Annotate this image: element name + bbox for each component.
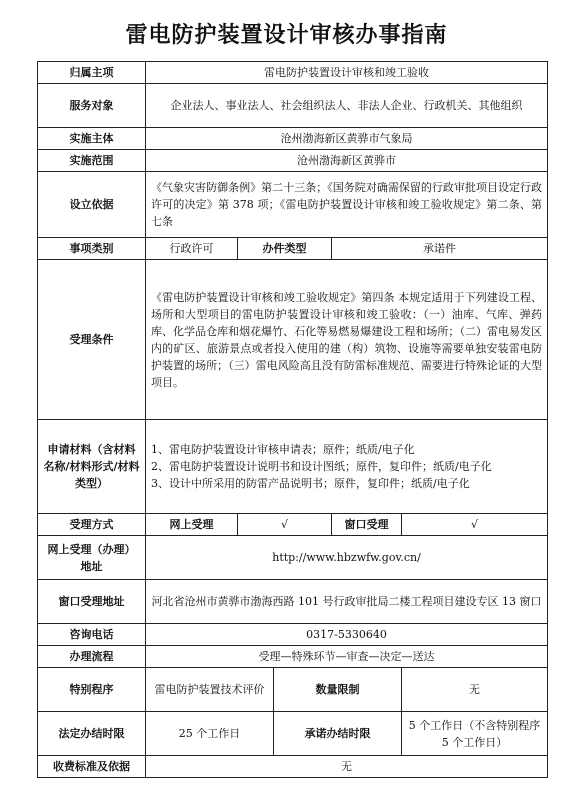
online-address-link[interactable]: http://www.hbzwfw.gov.cn/ <box>146 536 548 580</box>
window-accept-label: 窗口受理 <box>332 514 402 536</box>
promised-time-value: 5 个工作日（不含特别程序 5 个工作日） <box>402 712 548 756</box>
quantity-limit-value: 无 <box>402 668 548 712</box>
window-address-label: 窗口受理地址 <box>38 580 146 624</box>
row-item-type <box>38 238 548 260</box>
row-fee <box>38 756 548 778</box>
row-accept-method <box>38 514 548 536</box>
row-process <box>38 646 548 668</box>
row-special <box>38 668 548 712</box>
process-label: 办理流程 <box>38 646 146 668</box>
case-type-label: 办件类型 <box>238 238 332 260</box>
materials-list <box>146 420 548 514</box>
category-value: 雷电防护装置设计审核和竣工验收 <box>146 62 548 84</box>
item-type-value: 行政许可 <box>146 238 238 260</box>
row-basis <box>38 172 548 238</box>
row-phone <box>38 624 548 646</box>
legal-time-label: 法定办结时限 <box>38 712 146 756</box>
implementer-value: 沧州渤海新区黄骅市气象局 <box>146 128 548 150</box>
row-conditions <box>38 260 548 420</box>
conditions-label: 受理条件 <box>38 260 146 420</box>
materials-label: 申请材料（含材料名称/材料形式/材料类型） <box>38 420 146 514</box>
fee-value: 无 <box>146 756 548 778</box>
guide-table <box>37 61 548 778</box>
window-address-value: 河北省沧州市黄骅市渤海西路 101 号行政审批局二楼工程项目建设专区 13 窗口 <box>146 580 548 624</box>
scope-value: 沧州渤海新区黄骅市 <box>146 150 548 172</box>
case-type-value: 承诺件 <box>332 238 548 260</box>
scope-label: 实施范围 <box>38 150 146 172</box>
row-window-address <box>38 580 548 624</box>
window-accept-check-icon: √ <box>402 514 548 536</box>
phone-label: 咨询电话 <box>38 624 146 646</box>
basis-value: 《气象灾害防御条例》第二十三条；《国务院对确需保留的行政审批项目设定行政许可的决定》第 378 项；《雷电防护装置设计审核和竣工验收规定》第二条、第七条 <box>146 172 548 238</box>
page-title: 雷电防护装置设计审核办事指南 <box>125 22 448 48</box>
special-label: 特别程序 <box>38 668 146 712</box>
basis-label: 设立依据 <box>38 172 146 238</box>
special-value: 雷电防护装置技术评价 <box>146 668 274 712</box>
service-target-value: 企业法人、事业法人、社会组织法人、非法人企业、行政机关、其他组织 <box>146 84 548 128</box>
quantity-limit-label: 数量限制 <box>274 668 402 712</box>
row-implementer <box>38 128 548 150</box>
row-online-address <box>38 536 548 580</box>
conditions-value: 《雷电防护装置设计审核和竣工验收规定》第四条 本规定适用于下列建设工程、场所和大型项目的雷电防护装置设计审核和竣工验收：（一）油库、气库、弹药库、化学品仓库和烟花爆竹、石化等易燃易爆建设工程和场所；（二）雷电易发区内的矿区、旅游景点或者投入使用的建（构）筑物、设施等需要单独安装雷电防护装置的场所；（三）雷电风险高且没有防雷标准规范、需要进行特殊论证的大型项目。 <box>146 260 548 420</box>
row-category <box>38 62 548 84</box>
service-target-label: 服务对象 <box>38 84 146 128</box>
fee-label: 收费标准及依据 <box>38 756 146 778</box>
row-legal-time <box>38 712 548 756</box>
process-value: 受理—特殊环节—审查—决定—送达 <box>146 646 548 668</box>
item-type-label: 事项类别 <box>38 238 146 260</box>
material-item: 3、设计中所采用的防雷产品说明书；原件，复印件；纸质/电子化 <box>151 477 470 490</box>
row-materials <box>38 420 548 514</box>
legal-time-value: 25 个工作日 <box>146 712 274 756</box>
row-scope <box>38 150 548 172</box>
promised-time-label: 承诺办结时限 <box>274 712 402 756</box>
online-accept-label: 网上受理 <box>146 514 238 536</box>
material-item: 2、雷电防护装置设计说明书和设计图纸；原件，复印件；纸质/电子化 <box>151 460 492 473</box>
row-service-target <box>38 84 548 128</box>
online-address-label: 网上受理（办理）地址 <box>38 536 146 580</box>
online-accept-check-icon: √ <box>238 514 332 536</box>
implementer-label: 实施主体 <box>38 128 146 150</box>
material-item: 1、雷电防护装置设计审核申请表；原件；纸质/电子化 <box>151 443 415 456</box>
category-label: 归属主项 <box>38 62 146 84</box>
phone-value: 0317-5330640 <box>146 624 548 646</box>
accept-method-label: 受理方式 <box>38 514 146 536</box>
